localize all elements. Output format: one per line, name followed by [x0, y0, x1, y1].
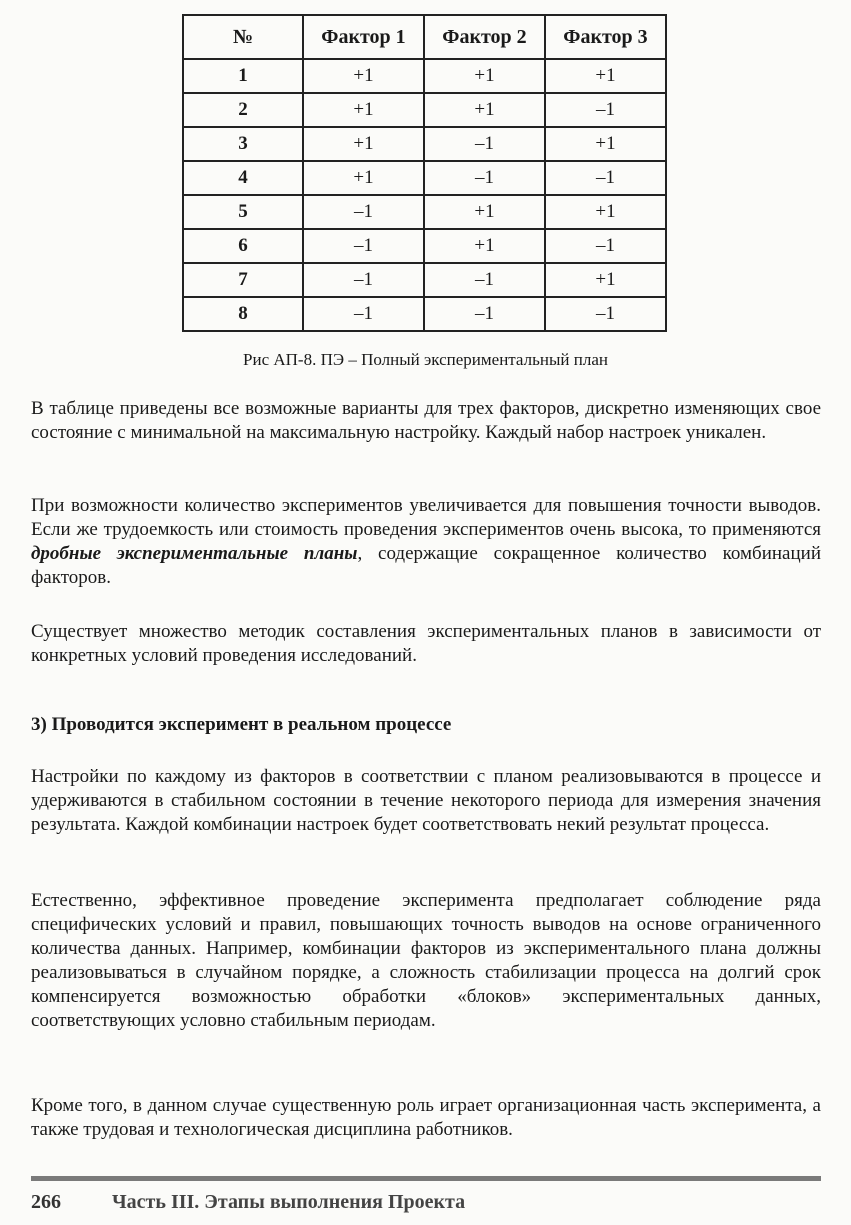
paragraph: Настройки по каждому из факторов в соответствии с планом реализовываются в процессе и удерживаются в стабильном состоянии в течение некоторого периода для измерения значения результата. Каждой комбинации настроек будет соответствовать некий результат процесса. — [31, 766, 821, 835]
table-cell: +1 — [303, 93, 424, 127]
header-cell: Фактор 2 — [424, 15, 545, 59]
table-cell: –1 — [424, 127, 545, 161]
table-cell: –1 — [303, 297, 424, 331]
table-cell: –1 — [424, 161, 545, 195]
table-cell: 7 — [183, 263, 303, 297]
figure-caption: Рис АП-8. ПЭ – Полный экспериментальный план — [243, 350, 608, 369]
table-cell: –1 — [303, 263, 424, 297]
paragraph: Естественно, эффективное проведение эксперимента предполагает соблюдение ряда специфических условий и правил, повышающих точность выводов на основе ограниченного количества данных. Например, комбинации факторов из экспериментального плана должны реализовываться в случайном порядке, а сложность стабилизации процесса на долгий срок компенсируется возможностью обработки «блоков» экспериментальных данных, соответствующих условно стабильным периодам. — [31, 890, 821, 1031]
table-row — [183, 127, 666, 161]
table-cell: 5 — [183, 195, 303, 229]
table-cell: 3 — [183, 127, 303, 161]
table-cell: +1 — [303, 127, 424, 161]
table-cell: +1 — [424, 59, 545, 93]
table-cell: 2 — [183, 93, 303, 127]
table-cell: +1 — [303, 161, 424, 195]
table-cell: +1 — [303, 59, 424, 93]
paragraph: В таблице приведены все возможные варианты для трех факторов, дискретно изменяющих свое состояние с минимальной на максимальную настройку. Каждый набор настроек уникален. — [31, 398, 821, 443]
table-row — [183, 263, 666, 297]
table-cell: +1 — [545, 263, 666, 297]
page-footer — [31, 1191, 465, 1214]
table-cell: +1 — [424, 195, 545, 229]
table-cell: –1 — [303, 195, 424, 229]
table-cell: +1 — [424, 93, 545, 127]
table-cell: –1 — [545, 93, 666, 127]
table-row — [183, 93, 666, 127]
paragraph: Существует множество методик составления экспериментальных планов в зависимости от конкретных условий проведения исследований. — [31, 621, 821, 666]
table-row — [183, 297, 666, 331]
table-cell: +1 — [424, 229, 545, 263]
experimental-plan-table — [182, 14, 667, 332]
table-row — [183, 229, 666, 263]
table-cell: 8 — [183, 297, 303, 331]
table-cell: 6 — [183, 229, 303, 263]
table-cell: –1 — [545, 229, 666, 263]
table-cell: +1 — [545, 59, 666, 93]
header-cell: № — [183, 15, 303, 59]
paragraph — [31, 494, 821, 590]
table-cell: –1 — [424, 263, 545, 297]
section-heading: 3) Проводится эксперимент в реальном процессе — [31, 714, 452, 735]
footer-divider — [31, 1176, 821, 1181]
paragraph-text: , содержащие сокращенное количество комбинаций факторов. — [31, 543, 821, 588]
paragraph: Кроме того, в данном случае существенную роль играет организационная часть эксперимента, а также трудовая и технологическая дисциплина работников. — [31, 1095, 821, 1140]
table-cell: –1 — [545, 297, 666, 331]
header-cell: Фактор 1 — [303, 15, 424, 59]
table-row — [183, 59, 666, 93]
table-header-row — [183, 15, 666, 59]
table-row — [183, 161, 666, 195]
table-cell: –1 — [303, 229, 424, 263]
emphasized-term: дробные экспериментальные планы — [31, 543, 358, 564]
page-number: 266 — [31, 1191, 61, 1213]
running-title: Часть III. Этапы выполнения Проекта — [112, 1191, 466, 1213]
table-cell: +1 — [545, 127, 666, 161]
header-cell: Фактор 3 — [545, 15, 666, 59]
table-cell: –1 — [424, 297, 545, 331]
table-cell: 4 — [183, 161, 303, 195]
table-cell: +1 — [545, 195, 666, 229]
table-cell: –1 — [545, 161, 666, 195]
table-cell: 1 — [183, 59, 303, 93]
paragraph-text: При возможности количество экспериментов увеличивается для повышения точности выводов. Если же трудоемкость или стоимость проведения экспериментов очень высока, то применяются — [31, 495, 821, 540]
table-row — [183, 195, 666, 229]
